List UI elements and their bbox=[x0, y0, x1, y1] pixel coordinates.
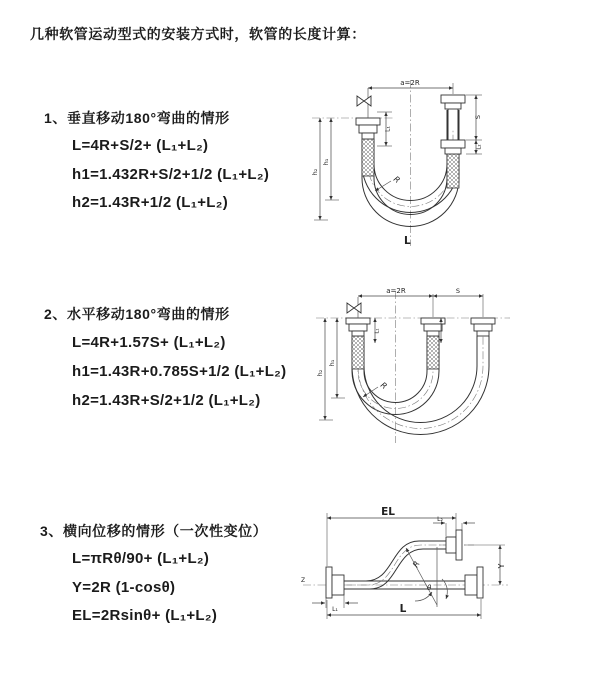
page-title: 几种软管运动型式的安装方式时，软管的长度计算： bbox=[30, 26, 366, 42]
dimensions bbox=[312, 506, 506, 619]
dim-offset-label: Y bbox=[497, 563, 506, 569]
dim-height-outer-label: h₂ bbox=[316, 369, 324, 377]
s-curve-hose bbox=[344, 541, 446, 589]
formula-3-L: L=πRθ/90+ (L₁+L₂) bbox=[72, 550, 210, 567]
diagram-horizontal-180-bend bbox=[298, 281, 568, 451]
dim-fitting-right-label: L₂ bbox=[476, 144, 483, 150]
centerlines bbox=[316, 291, 510, 443]
section-3-heading: 3、横向位移的情形（一次性变位） bbox=[40, 523, 268, 539]
dim-span-label: a=2R bbox=[386, 287, 406, 295]
dim-radius-label: R bbox=[411, 559, 422, 570]
angle-construction bbox=[406, 547, 447, 607]
diagram-vertical-180-bend bbox=[298, 70, 563, 255]
dim-length-label: L bbox=[399, 603, 407, 615]
dim-fitting-left-label: L₁ bbox=[374, 328, 381, 334]
formula-3-EL: EL=2Rsinθ+ (L₁+L₂) bbox=[72, 607, 218, 624]
formula-2-h2: h2=1.43R+S/2+1/2 (L₁+L₂) bbox=[72, 392, 261, 409]
formula-1-h2: h2=1.43R+1/2 (L₁+L₂) bbox=[72, 194, 229, 211]
section-1-heading: 1、垂直移动180°弯曲的情形 bbox=[44, 110, 230, 126]
dim-radius-label: R bbox=[391, 174, 402, 186]
section-2-heading: 2、水平移动180°弯曲的情形 bbox=[44, 306, 230, 322]
dim-span-label: a=2R bbox=[400, 79, 420, 87]
flanges bbox=[326, 530, 483, 598]
dim-height-inner-label: h₁ bbox=[322, 158, 330, 166]
dim-fitting-right-label: L₂ bbox=[437, 516, 443, 523]
formula-1-h1: h1=1.432R+S/2+1/2 (L₁+L₂) bbox=[72, 166, 270, 183]
valve-icon bbox=[347, 297, 361, 318]
dimensions bbox=[316, 287, 483, 420]
hose-loops bbox=[352, 331, 489, 435]
formula-2-L: L=4R+1.57S+ (L₁+L₂) bbox=[72, 334, 226, 351]
valve-icon bbox=[357, 88, 371, 118]
dim-radius-label: R bbox=[378, 380, 389, 392]
dim-fitting-left-label: L₁ bbox=[332, 606, 338, 613]
dim-fitting-left-label: L₁ bbox=[384, 126, 392, 132]
axis-label: Z bbox=[301, 577, 306, 584]
formula-1-L: L=4R+S/2+ (L₁+L₂) bbox=[72, 137, 209, 154]
dim-extended-length-label: EL bbox=[381, 506, 395, 518]
formula-3-Y: Y=2R (1-cosθ) bbox=[72, 579, 176, 596]
pipe-fittings bbox=[346, 294, 495, 336]
dim-movement-label: S bbox=[455, 287, 461, 295]
dim-height-inner-label: h₁ bbox=[328, 359, 336, 367]
dim-height-outer-label: h₂ bbox=[311, 168, 319, 176]
diagram-lateral-displacement bbox=[293, 490, 588, 645]
formula-2-h1: h1=1.43R+0.785S+1/2 (L₁+L₂) bbox=[72, 363, 287, 380]
dim-length-label: L bbox=[404, 235, 411, 247]
dim-movement-label: S bbox=[474, 114, 482, 120]
dim-angle-label: θ bbox=[427, 584, 432, 592]
